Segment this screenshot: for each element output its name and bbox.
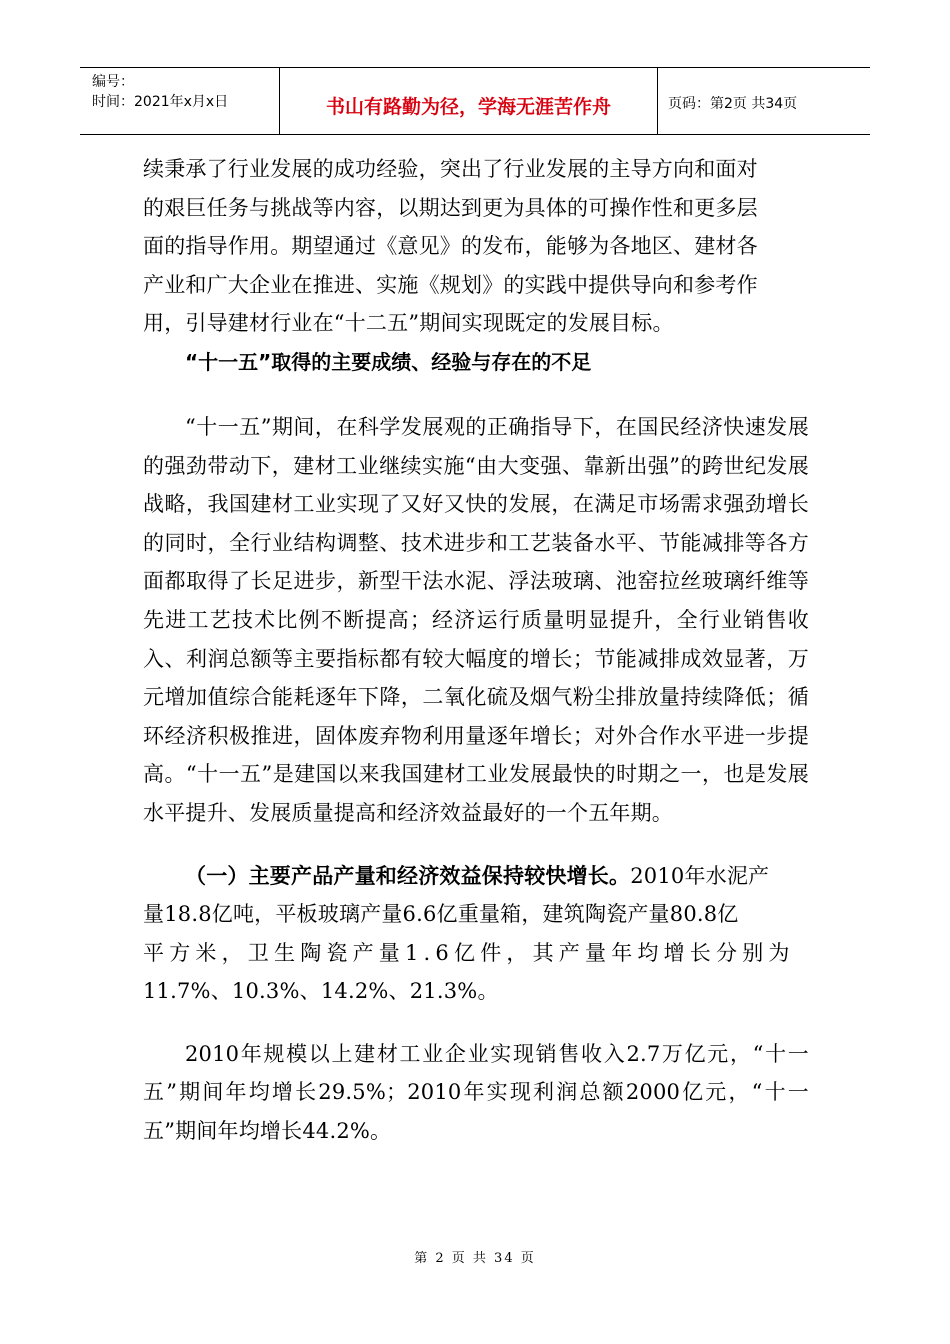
text-line: 的艰巨任务与挑战等内容，以期达到更为具体的可操作性和更多层 — [143, 195, 758, 220]
header-meta — [80, 68, 280, 134]
page-header — [80, 67, 870, 135]
text-line — [143, 857, 809, 896]
document-body — [143, 150, 809, 1151]
paragraph-intro — [143, 150, 809, 343]
text-line: 面的指导作用。期望通过《意见》的发布，能够为各地区、建材各 — [143, 234, 758, 259]
text-line: 11.7%、10.3%、14.2%、21.3%。 — [143, 979, 499, 1004]
paragraph-revenue: 2010年规模以上建材工业企业实现销售收入2.7万亿元，“十一五”期间年均增长29.5%；2010年实现利润总额2000亿元，“十一五”期间年均增长44.2%。 — [143, 1041, 809, 1144]
document-number-label: 编号： — [92, 74, 134, 90]
text-line: 量18.8亿吨，平板玻璃产量6.6亿重量箱，建筑陶瓷产量80.8亿 — [143, 902, 739, 927]
subsection-lead: （一）主要产品产量和经济效益保持较快增长。 — [185, 863, 631, 888]
paragraph-achievements: “十一五”期间，在科学发展观的正确指导下，在国民经济快速发展的强劲带动下，建材工业继续实施“由大变强、靠新出强”的跨世纪发展战略，我国建材工业实现了又好又快的发展，在满足市场需求强劲增长的同时，全行业结构调整、技术进步和工艺装备水平、节能减排等各方面都取得了长足进步，新型干法水泥、浮法玻璃、池窑拉丝玻璃纤维等先进工艺技术比例不断提高；经济运行质量明显提升，全行业销售收入、利润总额等主要指标都有较大幅度的增长；节能减排成效显著，万元增加值综合能耗逐年下降，二氧化硫及烟气粉尘排放量持续降低；循环经济积极推进，固体废弃物利用量逐年增长；对外合作水平进一步提高。“十一五”是建国以来我国建材工业发展最快的时期之一，也是发展水平提升、发展质量提高和经济效益最好的一个五年期。 — [143, 414, 809, 825]
text-line: 续秉承了行业发展的成功经验，突出了行业发展的主导方向和面对 — [143, 157, 758, 181]
text-line: 用，引导建材行业在“十二五”期间实现既定的发展目标。 — [143, 311, 674, 336]
header-motto: 书山有路勤为径，学海无涯苦作舟 — [280, 68, 658, 134]
header-page-info: 页码：第2页 共34页 — [668, 96, 798, 112]
page-footer: 第 2 页 共 34 页 — [414, 1251, 536, 1266]
document-date-label: 时间：2021年x月x日 — [92, 94, 229, 110]
text-span: 2010年水泥产 — [630, 863, 770, 888]
text-line: 产业和广大企业在推进、实施《规划》的实践中提供导向和参考作 — [143, 272, 758, 297]
section-heading: “十一五”取得的主要成绩、经验与存在的不足 — [185, 349, 592, 374]
paragraph-output — [143, 857, 809, 1011]
text-line: 平方米，卫生陶瓷产量1.6亿件，其产量年均增长分别为 — [143, 940, 795, 965]
